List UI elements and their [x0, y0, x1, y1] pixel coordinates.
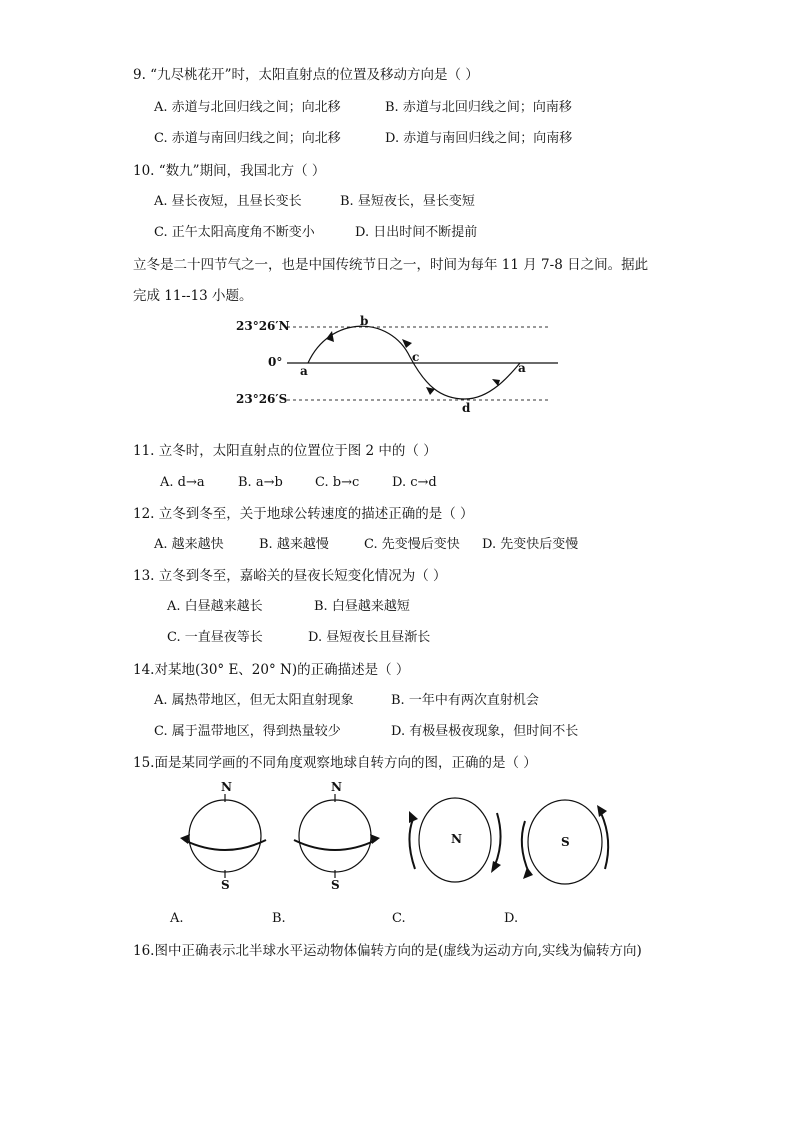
q12-option-b: B. 越来越慢 — [259, 537, 329, 552]
globe-b-south: S — [331, 878, 340, 892]
q9-stem: 9. “九尽桃花开”时，太阳直射点的位置及移动方向是（ ） — [133, 67, 479, 83]
q14-option-a: A. 属热带地区，但无太阳直射现象 — [154, 693, 354, 708]
q14-option-b: B. 一年中有两次直射机会 — [391, 693, 539, 708]
q15-label-c: C. — [392, 911, 406, 926]
point-a-left: a — [300, 364, 308, 378]
q14-option-c: C. 属于温带地区，得到热量较少 — [154, 724, 341, 739]
sun-path-figure — [230, 315, 560, 415]
point-a-right: a — [518, 361, 526, 375]
globe-b — [280, 780, 390, 895]
intro-line-2: 完成 11--13 小题。 — [133, 288, 253, 304]
q12-option-d: D. 先变快后变慢 — [482, 537, 579, 552]
q15-label-d: D. — [504, 911, 519, 926]
globe-c-north: N — [451, 832, 462, 846]
intro-line-1: 立冬是二十四节气之一，也是中国传统节日之一，时间为每年 11 月 7-8 日之间。据此 — [133, 257, 649, 273]
q10-option-c: C. 正午太阳高度角不断变小 — [154, 225, 315, 240]
q12-option-c: C. 先变慢后变快 — [364, 537, 460, 552]
globe-c — [405, 795, 505, 890]
q15-stem: 15.面是某同学画的不同角度观察地球自转方向的图，正确的是（ ） — [133, 755, 537, 771]
q10-option-b: B. 昼短夜长，昼长变短 — [340, 194, 475, 209]
globe-d-south: S — [561, 835, 570, 849]
q14-stem: 14.对某地(30° E、20° N)的正确描述是（ ） — [133, 662, 410, 678]
lat-south-label: 23°26′S — [236, 392, 288, 406]
lat-equator-label: 0° — [268, 355, 283, 369]
q9-option-b: B. 赤道与北回归线之间；向南移 — [385, 100, 572, 115]
q10-option-a: A. 昼长夜短，且昼长变长 — [154, 194, 302, 209]
q12-option-a: A. 越来越快 — [154, 537, 224, 552]
globe-a-south: S — [221, 878, 230, 892]
q13-stem: 13. 立冬到冬至，嘉峪关的昼夜长短变化情况为（ ） — [133, 568, 447, 584]
globe-a — [170, 780, 280, 895]
q10-stem: 10. “数九”期间，我国北方（ ） — [133, 163, 326, 179]
q9-option-c: C. 赤道与南回归线之间；向北移 — [154, 131, 341, 146]
q11-option-d: D. c→d — [392, 475, 437, 490]
q11-option-a: A. d→a — [160, 475, 205, 490]
q9-option-a: A. 赤道与北回归线之间；向北移 — [154, 100, 341, 115]
q15-label-a: A. — [170, 911, 184, 926]
q11-option-b: B. a→b — [238, 475, 283, 490]
globe-b-north: N — [331, 780, 342, 794]
q16-stem: 16.图中正确表示北半球水平运动物体偏转方向的是(虚线为运动方向,实线为偏转方向) — [133, 943, 642, 959]
q13-option-d: D. 昼短夜长且昼渐长 — [308, 630, 431, 645]
q13-option-b: B. 白昼越来越短 — [314, 599, 410, 614]
point-b: b — [360, 314, 369, 328]
q13-option-c: C. 一直昼夜等长 — [167, 630, 263, 645]
q13-option-a: A. 白昼越来越长 — [167, 599, 263, 614]
point-d: d — [462, 401, 471, 415]
lat-north-label: 23°26′N — [236, 319, 290, 333]
q11-option-c: C. b→c — [315, 475, 360, 490]
q15-label-b: B. — [272, 911, 286, 926]
globe-d — [515, 795, 615, 890]
q11-stem: 11. 立冬时，太阳直射点的位置位于图 2 中的（ ） — [133, 443, 437, 459]
globe-a-north: N — [221, 780, 232, 794]
q12-stem: 12. 立冬到冬至，关于地球公转速度的描述正确的是（ ） — [133, 506, 474, 522]
q14-option-d: D. 有极昼极夜现象，但时间不长 — [391, 724, 579, 739]
q10-option-d: D. 日出时间不断提前 — [355, 225, 478, 240]
q9-option-d: D. 赤道与南回归线之间；向南移 — [385, 131, 573, 146]
point-c: c — [412, 350, 420, 364]
